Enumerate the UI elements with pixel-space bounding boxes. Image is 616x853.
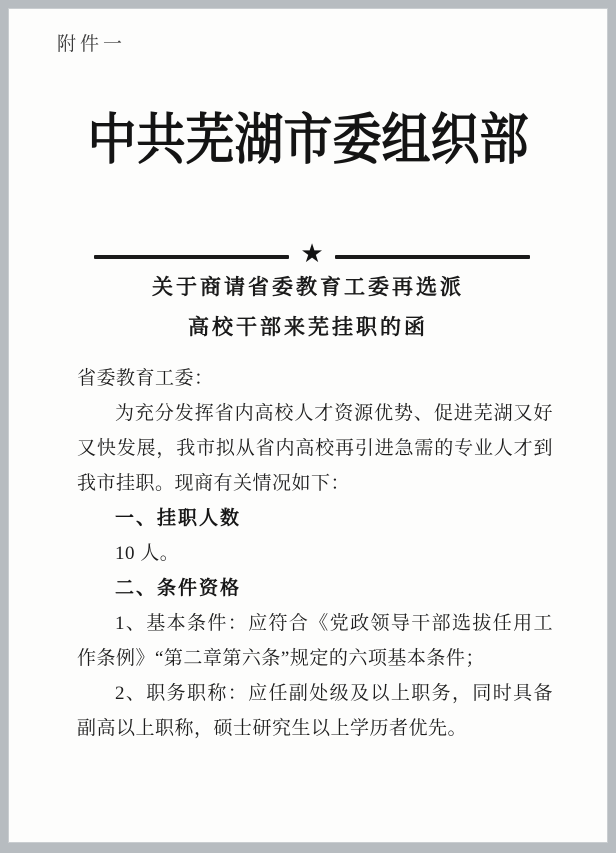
intro-paragraph: 为充分发挥省内高校人才资源优势、促进芜湖又好又快发展，我市拟从省内高校再引进急需的专业人才到我市挂职。现商有关情况如下： <box>77 403 553 494</box>
doc-title-line-2: 高校干部来芜挂职的函 <box>188 316 428 339</box>
section-2-item-1: 1、基本条件：应符合《党政领导干部选拔任用工作条例》“第二章第六条”规定的六项基本条件； <box>77 613 553 669</box>
salutation: 省委教育工委： <box>77 368 214 389</box>
org-title: 中共芜湖市委组织部 <box>87 109 529 171</box>
divider-rule-right <box>335 255 530 259</box>
section-1-heading: 一、挂职人数 <box>115 508 242 529</box>
section-2-heading: 二、条件资格 <box>115 578 242 599</box>
doc-title-line-1: 关于商请省委教育工委再选派 <box>152 276 464 299</box>
divider-rule-left <box>94 255 289 259</box>
document-body <box>77 361 553 746</box>
section-1-body: 10 人。 <box>115 543 180 564</box>
section-2-item-2: 2、职务职称：应任副处级及以上职务，同时具备副高以上职称，硕士研究生以上学历者优先。 <box>77 683 553 739</box>
document-page <box>8 8 608 843</box>
title-divider <box>94 239 530 271</box>
star-icon: ★ <box>300 239 324 268</box>
attachment-label: 附件一 <box>57 34 127 55</box>
